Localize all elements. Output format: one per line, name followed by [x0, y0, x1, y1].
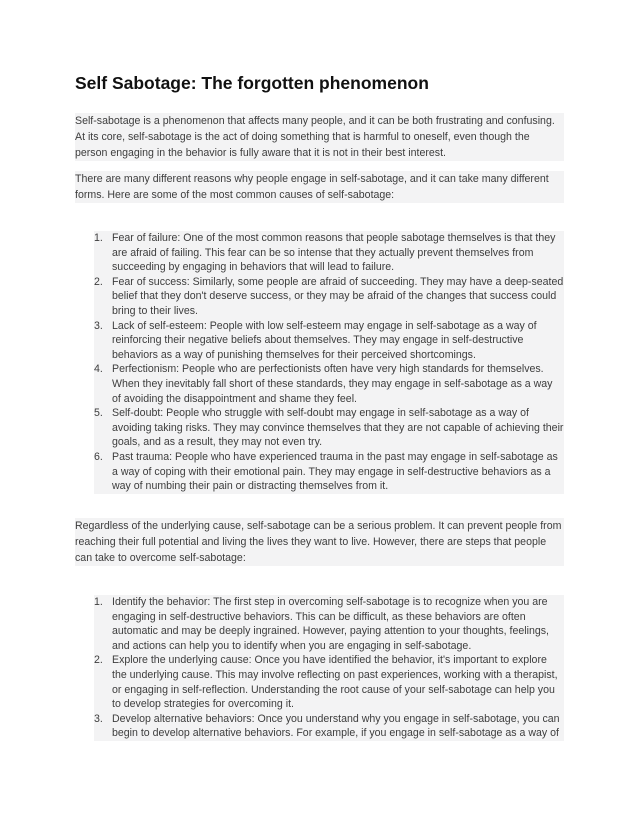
list-number: 2. — [94, 275, 103, 288]
intro-paragraph-2: There are many different reasons why people engage in self-sabotage, and it can take many different forms. Here are some of the most common causes of self-sabotage: — [75, 171, 564, 203]
list-number: 5. — [94, 407, 103, 420]
list-number: 1. — [94, 232, 103, 244]
list-item-text: Past trauma: People who have experienced trauma in the past may engage in self-sabotage as a way of coping with their emotional pain. They may engage in self-destructive behaviors as a way of numbing their pain or distracting themselves from it. — [112, 450, 558, 493]
list-number: 4. — [94, 363, 103, 376]
list-number: 6. — [94, 450, 103, 463]
list-item-text: Lack of self-esteem: People with low self-esteem may engage in self-sabotage as a way of reinforcing their negative beliefs about themselves. They may engage in self-destructive behaviors as a way of punishing themselves for their perceived shortcomings. — [112, 319, 537, 361]
list-number: 3. — [94, 319, 103, 332]
list-item-text: Develop alternative behaviors: Once you understand why you engage in self-sabotage, you can begin to develop alternative behaviors. For example, if you engage in self-sabotage as a way of — [112, 712, 560, 740]
list-item-text: Identify the behavior: The first step in overcoming self-sabotage is to recognize when you are engaging in self-destructive behaviors. This can be difficult, as these behaviors are often automatic and may be deeply ingrained. However, paying attention to your thoughts, feelings, and actions can help you to identify when you are engaging in self-sabotage. — [112, 596, 549, 652]
document-title: Self Sabotage: The forgotten phenomenon — [75, 73, 429, 93]
list-item-text: Fear of failure: One of the most common reasons that people sabotage themselves is that they are afraid of failing. This fear can be so intense that they actually prevent themselves from succeeding by engaging in behaviors that will lead to failure. — [112, 232, 556, 274]
list-item — [94, 406, 564, 450]
list-item — [94, 450, 564, 494]
list-item-text: Explore the underlying cause: Once you have identified the behavior, it's important to explore the underlying cause. This may involve reflecting on past experiences, working with a therapist, or engaging in self-reflection. Understanding the root cause of your self-sabotage can help you to develop strategies for overcoming it. — [112, 654, 558, 711]
intro-paragraph-1: Self-sabotage is a phenomenon that affects many people, and it can be both frustrating and confusing. At its core, self-sabotage is the act of doing something that is harmful to oneself, even though the person engaging in the behavior is fully aware that it is not in their best interest. — [75, 113, 564, 161]
list-item — [94, 362, 564, 406]
list-item — [94, 231, 564, 275]
list-number: 1. — [94, 596, 103, 608]
list-number: 2. — [94, 654, 103, 667]
list-item-text: Perfectionism: People who are perfectionists often have very high standards for themselves. When they inevitably fall short of these standards, they may engage in self-sabotage as a way of avoiding the disappointment and shame they feel. — [112, 363, 553, 405]
list-item-text: Fear of success: Similarly, some people are afraid of succeeding. They may have a deep-seated belief that they don't deserve success, or they may be afraid of the changes that success could bring to their lives. — [112, 275, 564, 317]
middle-paragraph: Regardless of the underlying cause, self-sabotage can be a serious problem. It can prevent people from reaching their full potential and living the lives they want to live. However, there are steps that people can take to overcome self-sabotage: — [75, 518, 564, 566]
list-item — [94, 319, 564, 363]
list-item-text: Self-doubt: People who struggle with self-doubt may engage in self-sabotage as a way of avoiding taking risks. They may convince themselves that they are not capable of achieving their goals, and as a result, they may not even try. — [112, 407, 564, 449]
list-item — [94, 712, 564, 741]
causes-list — [94, 231, 564, 494]
steps-list — [94, 595, 564, 741]
list-item — [94, 595, 564, 653]
list-number: 3. — [94, 712, 103, 725]
list-item — [94, 653, 564, 711]
list-item — [94, 275, 564, 319]
